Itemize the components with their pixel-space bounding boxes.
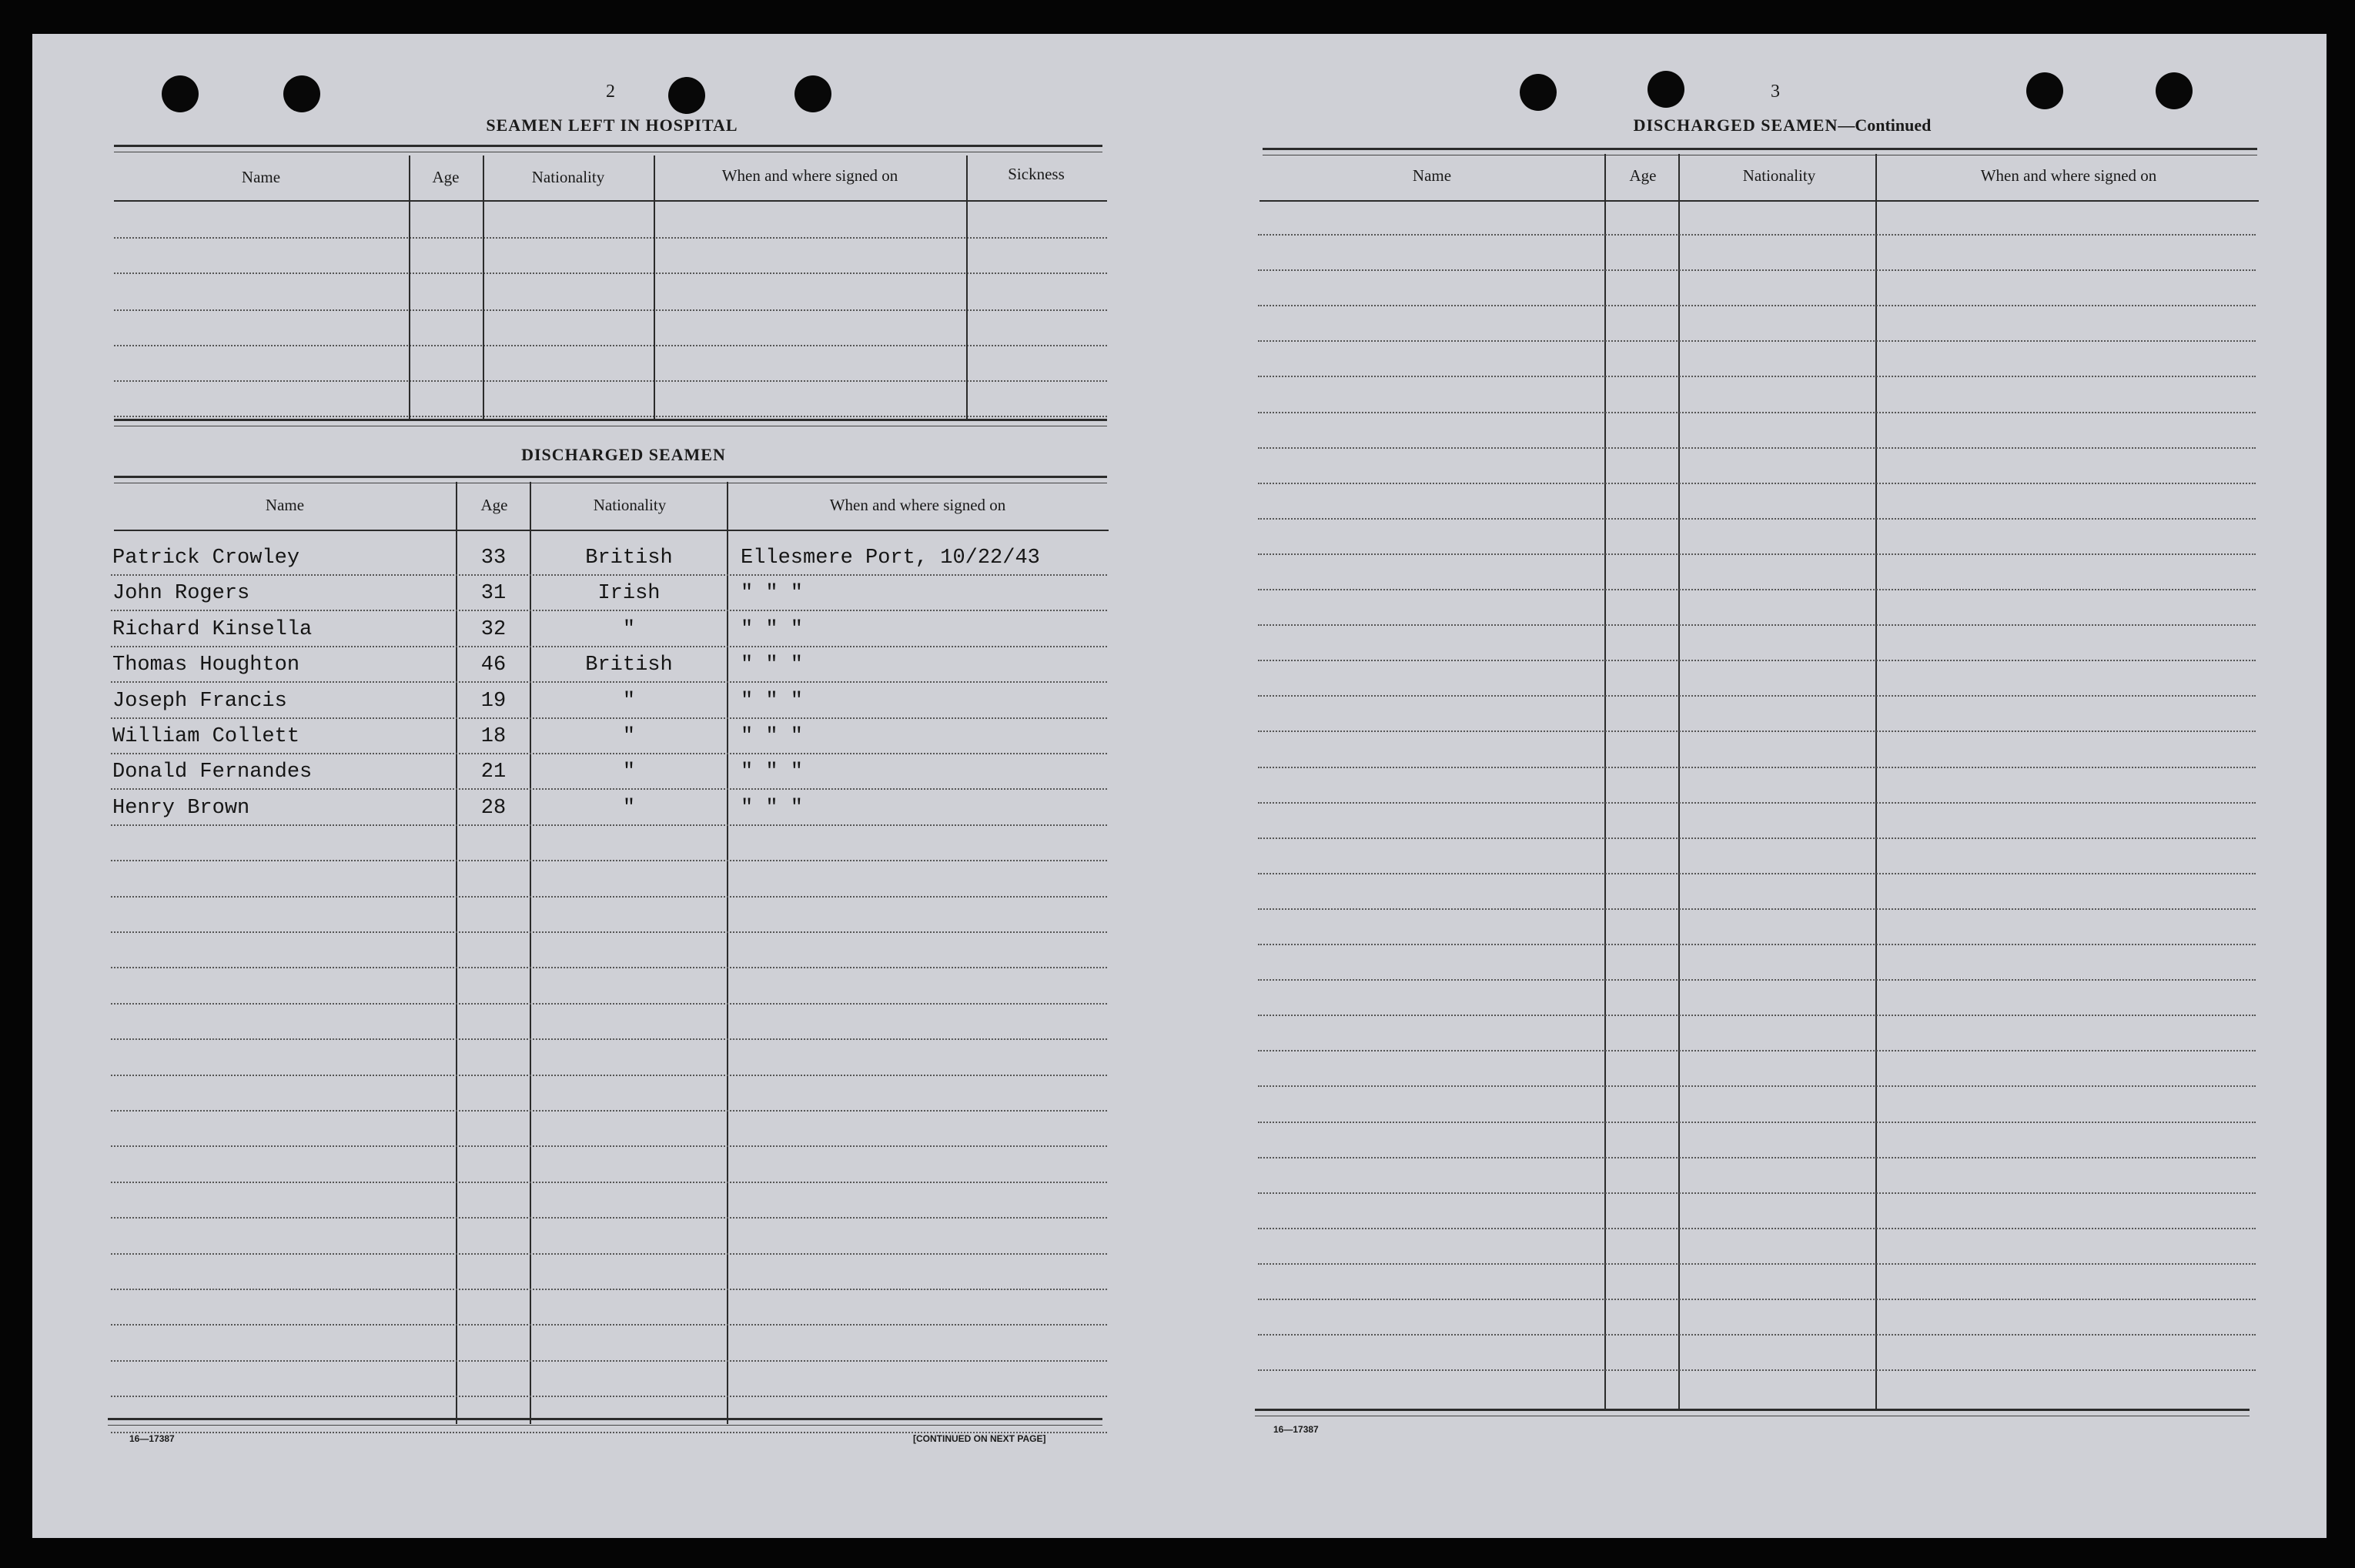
right-row-line <box>1258 908 2256 910</box>
right-row-line <box>1258 589 2256 590</box>
right-row-line <box>1258 1157 2256 1158</box>
hospital-row-line <box>114 380 1107 382</box>
hospital-section-title: SEAMEN LEFT IN HOSPITAL <box>486 115 738 135</box>
hospital-header-rule <box>114 200 1107 202</box>
form-number-left: 16—17387 <box>129 1433 175 1444</box>
discharged-row-line <box>111 610 1107 611</box>
discharged-row-line <box>111 717 1107 719</box>
right-row-line <box>1258 979 2256 981</box>
hospital-col-divider <box>409 155 410 419</box>
right-row-line <box>1258 553 2256 555</box>
seaman-age: 19 <box>480 690 507 713</box>
seaman-age: 33 <box>480 547 507 570</box>
hospital-col-name: Name <box>241 168 281 186</box>
hospital-row-line <box>114 345 1107 346</box>
right-row-line <box>1258 305 2256 306</box>
discharged-col-divider <box>727 482 728 1424</box>
right-col-age: Age <box>1629 166 1657 185</box>
right-row-line <box>1258 1299 2256 1300</box>
discharged-row-line <box>111 753 1107 754</box>
right-row-line <box>1258 340 2256 342</box>
right-row-line <box>1258 1015 2256 1016</box>
hospital-col-divider <box>966 155 968 419</box>
right-row-line <box>1258 1122 2256 1123</box>
continued-note: [CONTINUED ON NEXT PAGE] <box>913 1433 1046 1444</box>
right-row-line <box>1258 1050 2256 1051</box>
seaman-signed-on: " " " <box>741 761 804 784</box>
discharged-row-line <box>111 681 1107 683</box>
seaman-nationality: " <box>622 690 636 713</box>
seaman-age: 21 <box>480 761 507 784</box>
right-row-line <box>1258 269 2256 271</box>
seaman-nationality: British <box>585 654 673 677</box>
punch-hole <box>668 77 705 114</box>
discharged-row-line <box>111 1360 1107 1362</box>
right-col-name: Name <box>1412 166 1452 185</box>
right-row-line <box>1258 944 2256 945</box>
hospital-col-age: Age <box>432 168 460 186</box>
right-row-line <box>1258 483 2256 484</box>
right-title-main: DISCHARGED SEAMEN <box>1633 115 1838 135</box>
seaman-nationality: " <box>622 761 636 784</box>
punch-hole <box>162 75 199 112</box>
discharged-row-line <box>111 1110 1107 1112</box>
discharged-row-line <box>111 574 1107 576</box>
page-number-left: 2 <box>606 82 615 102</box>
right-col-divider <box>1875 154 1877 1410</box>
right-col-divider <box>1678 154 1680 1410</box>
hospital-col-sickness: Sickness <box>1008 165 1065 183</box>
right-col-divider <box>1604 154 1606 1410</box>
seaman-age: 28 <box>480 797 507 820</box>
discharged-row-line <box>111 646 1107 647</box>
hospital-row-line <box>114 272 1107 274</box>
seaman-nationality: " <box>622 797 636 820</box>
punch-hole <box>2026 72 2063 109</box>
discharged-col-divider <box>456 482 457 1424</box>
seaman-name: Patrick Crowley <box>112 547 300 570</box>
seaman-signed-on: " " " <box>741 725 804 748</box>
discharged-col-divider <box>530 482 531 1424</box>
punch-hole <box>1647 71 1684 108</box>
discharged-row-line <box>111 1289 1107 1290</box>
hospital-top-rule <box>114 145 1102 152</box>
seaman-name: Joseph Francis <box>112 690 287 713</box>
right-row-line <box>1258 873 2256 874</box>
right-row-line <box>1258 518 2256 520</box>
discharged-row-line <box>111 788 1107 790</box>
seaman-name: John Rogers <box>112 582 250 605</box>
page-number-right: 3 <box>1771 82 1780 102</box>
seaman-nationality: " <box>622 725 636 748</box>
punch-hole <box>794 75 831 112</box>
seaman-name: Henry Brown <box>112 797 250 820</box>
discharged-row-line <box>111 1396 1107 1397</box>
seaman-signed-on: Ellesmere Port, 10/22/43 <box>741 547 1040 570</box>
discharged-row-line <box>111 1217 1107 1219</box>
right-col-nationality: Nationality <box>1742 166 1816 185</box>
seaman-name: Donald Fernandes <box>112 761 313 784</box>
discharged-bottom-rule <box>108 1418 1102 1426</box>
right-row-line <box>1258 234 2256 236</box>
discharged-row-line <box>111 896 1107 898</box>
seaman-age: 32 <box>480 618 507 641</box>
form-number-right: 16—17387 <box>1273 1424 1319 1435</box>
seaman-name: William Collett <box>112 725 300 748</box>
right-row-line <box>1258 412 2256 413</box>
right-col-signed-on: When and where signed on <box>1980 166 2157 185</box>
hospital-bottom-rule <box>114 419 1107 426</box>
discharged-section-title: DISCHARGED SEAMEN <box>521 445 726 464</box>
seaman-nationality: Irish <box>597 582 661 605</box>
discharged-row-line <box>111 1253 1107 1255</box>
right-row-line <box>1258 1085 2256 1087</box>
hospital-col-nationality: Nationality <box>531 168 605 186</box>
discharged-col-name: Name <box>265 496 305 514</box>
hospital-row-line <box>114 416 1107 417</box>
seaman-signed-on: " " " <box>741 797 804 820</box>
right-row-line <box>1258 802 2256 804</box>
discharged-top-rule <box>114 476 1107 483</box>
right-row-line <box>1258 731 2256 732</box>
discharged-header-rule <box>114 530 1109 531</box>
right-section-title <box>1578 115 1986 135</box>
seaman-age: 18 <box>480 725 507 748</box>
right-row-line <box>1258 376 2256 377</box>
seaman-name: Thomas Houghton <box>112 654 300 677</box>
seaman-signed-on: " " " <box>741 690 804 713</box>
hospital-col-divider <box>654 155 655 419</box>
discharged-row-line <box>111 860 1107 861</box>
discharged-col-nationality: Nationality <box>593 496 667 514</box>
seaman-nationality: " <box>622 618 636 641</box>
document-sheet <box>32 34 2327 1538</box>
right-row-line <box>1258 837 2256 839</box>
discharged-row-line <box>111 1182 1107 1183</box>
right-header-rule <box>1259 200 2259 202</box>
discharged-col-signed-on: When and where signed on <box>829 496 1006 514</box>
seaman-age: 31 <box>480 582 507 605</box>
discharged-row-line <box>111 1145 1107 1147</box>
hospital-row-line <box>114 309 1107 311</box>
right-row-line <box>1258 1334 2256 1336</box>
right-row-line <box>1258 1192 2256 1194</box>
right-row-line <box>1258 1228 2256 1229</box>
hospital-col-signed-on: When and where signed on <box>721 166 898 185</box>
seaman-age: 46 <box>480 654 507 677</box>
hospital-row-line <box>114 237 1107 239</box>
right-title-suffix: —Continued <box>1838 115 1932 135</box>
punch-hole <box>2156 72 2193 109</box>
right-row-line <box>1258 767 2256 768</box>
discharged-row-line <box>111 1075 1107 1076</box>
right-bottom-rule <box>1255 1409 2250 1416</box>
seaman-nationality: British <box>585 547 673 570</box>
right-top-rule <box>1263 148 2257 155</box>
right-row-line <box>1258 1369 2256 1371</box>
seaman-signed-on: " " " <box>741 618 804 641</box>
discharged-row-line <box>111 1038 1107 1040</box>
discharged-row-line <box>111 824 1107 826</box>
right-row-line <box>1258 1263 2256 1265</box>
right-row-line <box>1258 447 2256 449</box>
right-row-line <box>1258 695 2256 697</box>
discharged-row-line <box>111 1324 1107 1326</box>
right-row-line <box>1258 660 2256 661</box>
seaman-name: Richard Kinsella <box>112 618 313 641</box>
discharged-row-line <box>111 931 1107 933</box>
seaman-signed-on: " " " <box>741 654 804 677</box>
discharged-row-line <box>111 1003 1107 1005</box>
punch-hole <box>283 75 320 112</box>
discharged-row-line <box>111 967 1107 968</box>
hospital-col-divider <box>483 155 484 419</box>
discharged-col-age: Age <box>480 496 508 514</box>
seaman-signed-on: " " " <box>741 582 804 605</box>
right-row-line <box>1258 624 2256 626</box>
punch-hole <box>1520 74 1557 111</box>
